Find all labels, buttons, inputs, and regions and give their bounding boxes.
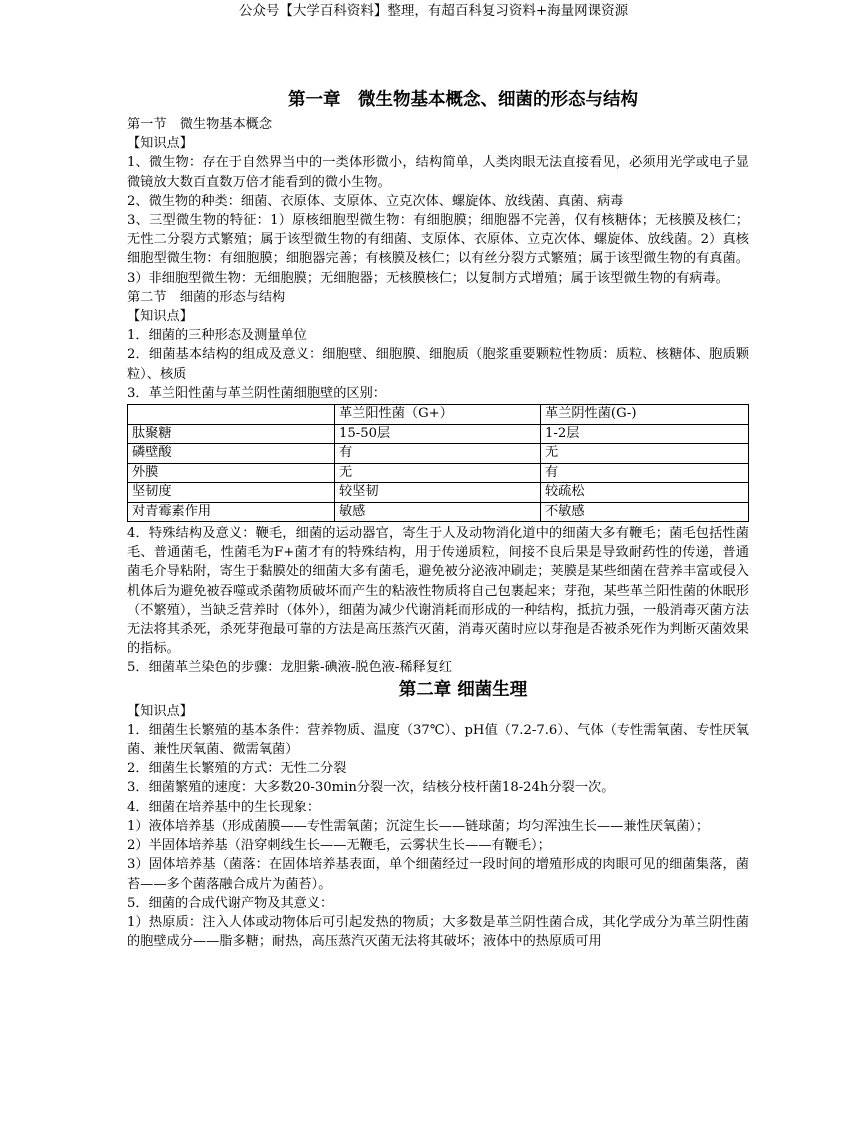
cell-wall-comparison-table [127, 404, 749, 522]
table-cell: 革兰阴性菌(G-) [541, 405, 749, 425]
paragraph: 1）液体培养基（形成菌膜——专性需氧菌；沉淀生长——链球菌；均匀浑浊生长——兼性厌氧菌）； [127, 818, 710, 834]
paragraph: 1、微生物：存在于自然界当中的一类体形微小，结构简单，人类肉眼无法直接看见，必须用光学或电子显微镜放大数百直数万倍才能看到的微小生物。 [127, 155, 749, 190]
table-cell: 较坚韧 [335, 483, 541, 503]
paragraph: 3、三型微生物的特征：1）原核细胞型微生物：有细胞膜；细胞器不完善，仅有核糖体；无核膜及核仁；无性二分裂方式繁殖；属于该型微生物的有细菌、支原体、衣原体、立克次体、螺旋体、放线菌。2）真核细胞型微生物：有细胞膜；细胞器完善；有核膜及核仁；以有丝分裂方式繁殖；属于该型微生物的有真菌。3）非细胞型微生物：无细胞膜；无细胞器；无核膜核仁；以复制方式增殖；属于该型微生物的有病毒。 [127, 213, 749, 286]
table-header-row [128, 405, 749, 425]
table-cell: 较疏松 [541, 483, 749, 503]
paragraph: 1．细菌生长繁殖的基本条件：营养物质、温度（37℃）、pH值（7.2-7.6）、气体（专性需氧菌、专性厌氧菌、兼性厌氧菌、微需氧菌） [127, 722, 749, 758]
chapter1-title: 第一章 微生物基本概念、细菌的形态与结构 [288, 90, 638, 110]
table-cell: 外膜 [128, 463, 335, 483]
paragraph: 1）热原质：注入人体或动物体后可引起发热的物质；大多数是革兰阴性菌合成，其化学成分为革兰阴性菌的胞壁成分——脂多糖；耐热，高压蒸汽灭菌无法将其破坏；液体中的热原质可用 [127, 914, 749, 950]
table-cell: 15-50层 [335, 424, 541, 444]
table-cell: 不敏感 [541, 502, 749, 522]
paragraph: 4．细菌在培养基中的生长现象： [127, 799, 321, 815]
paragraph: 2、微生物的种类：细菌、衣原体、支原体、立克次体、螺旋体、放线菌、真菌、病毒 [127, 193, 624, 209]
paragraph: 1．细菌的三种形态及测量单位 [127, 328, 307, 344]
table-cell: 有 [541, 463, 749, 483]
knowledge-point-label: 【知识点】 [127, 136, 193, 152]
table-row [128, 483, 749, 503]
section2-title: 第二节 细菌的形态与结构 [127, 289, 286, 305]
table-row [128, 444, 749, 464]
table-cell: 革兰阳性菌（G+） [335, 405, 541, 425]
section1-title: 第一节 微生物基本概念 [127, 117, 273, 132]
page-header: 公众号【大学百科资料】整理，有超百科复习资料+海量网课资源 [238, 3, 629, 19]
paragraph: 2．细菌生长繁殖的方式：无性二分裂 [127, 761, 347, 777]
paragraph: 4．特殊结构及意义：鞭毛，细菌的运动器官，寄生于人及动物消化道中的细菌大多有鞭毛；菌毛包括性菌毛、普通菌毛，性菌毛为F+菌才有的特殊结构，用于传递质粒，间接不良后果是导致耐药性的传递，普通菌毛介导粘附，寄生于黏膜处的细菌大多有菌毛，避免被分泌液冲刷走；荚膜是某些细菌在营养丰富或侵入机体后为避免被吞噬或杀菌物质破坏而产生的粘液性物质将自己包裹起来；芽孢，某些革兰阳性菌的休眠形（不繁殖），当缺乏营养时（体外），细菌为减少代谢消耗而形成的一种结构，抵抗力强，一般消毒灭菌方法无法将其杀死，杀死芽孢最可靠的方法是高压蒸汽灭菌，消毒灭菌时应以芽孢是否被杀死作为判断灭菌效果的指标。 [127, 526, 749, 657]
table-cell: 有 [335, 444, 541, 464]
paragraph: 5．细菌革兰染色的步骤：龙胆紫-碘液-脱色液-稀释复红 [127, 660, 453, 676]
table-row [128, 424, 749, 444]
table-cell: 无 [541, 444, 749, 464]
paragraph: 3．细菌繁殖的速度：大多数20-30min分裂一次，结核分枝杆菌18-24h分裂一次。 [127, 780, 615, 796]
paragraph: 3）固体培养基（菌落：在固体培养基表面，单个细菌经过一段时间的增殖形成的肉眼可见的细菌集落，菌苔——多个菌落融合成片为菌苔）。 [127, 857, 749, 892]
table-cell: 无 [335, 463, 541, 483]
table-cell: 1-2层 [541, 424, 749, 444]
paragraph: 2．细菌基本结构的组成及意义：细胞壁、细胞膜、细胞质（胞浆重要颗粒性物质：质粒、核糖体、胞质颗粒）、核质 [127, 347, 749, 382]
table-cell: 敏感 [335, 502, 541, 522]
paragraph: 2）半固体培养基（沿穿刺线生长——无鞭毛，云雾状生长——有鞭毛）； [127, 838, 551, 854]
table-row [128, 463, 749, 483]
table-cell: 对青霉素作用 [128, 502, 335, 522]
table-cell: 坚韧度 [128, 483, 335, 503]
knowledge-point-label: 【知识点】 [127, 703, 193, 719]
document-body [127, 88, 749, 951]
chapter2-title: 第二章 细菌生理 [398, 679, 528, 700]
table-cell: 磷壁酸 [128, 444, 335, 464]
table-cell: 肽聚糖 [128, 424, 335, 444]
table-cell [128, 405, 335, 425]
knowledge-point-label: 【知识点】 [127, 309, 193, 325]
paragraph: 3．革兰阳性菌与革兰阴性菌细胞壁的区别： [127, 385, 386, 401]
table-row [128, 502, 749, 522]
paragraph: 5．细菌的合成代谢产物及其意义： [127, 895, 334, 911]
